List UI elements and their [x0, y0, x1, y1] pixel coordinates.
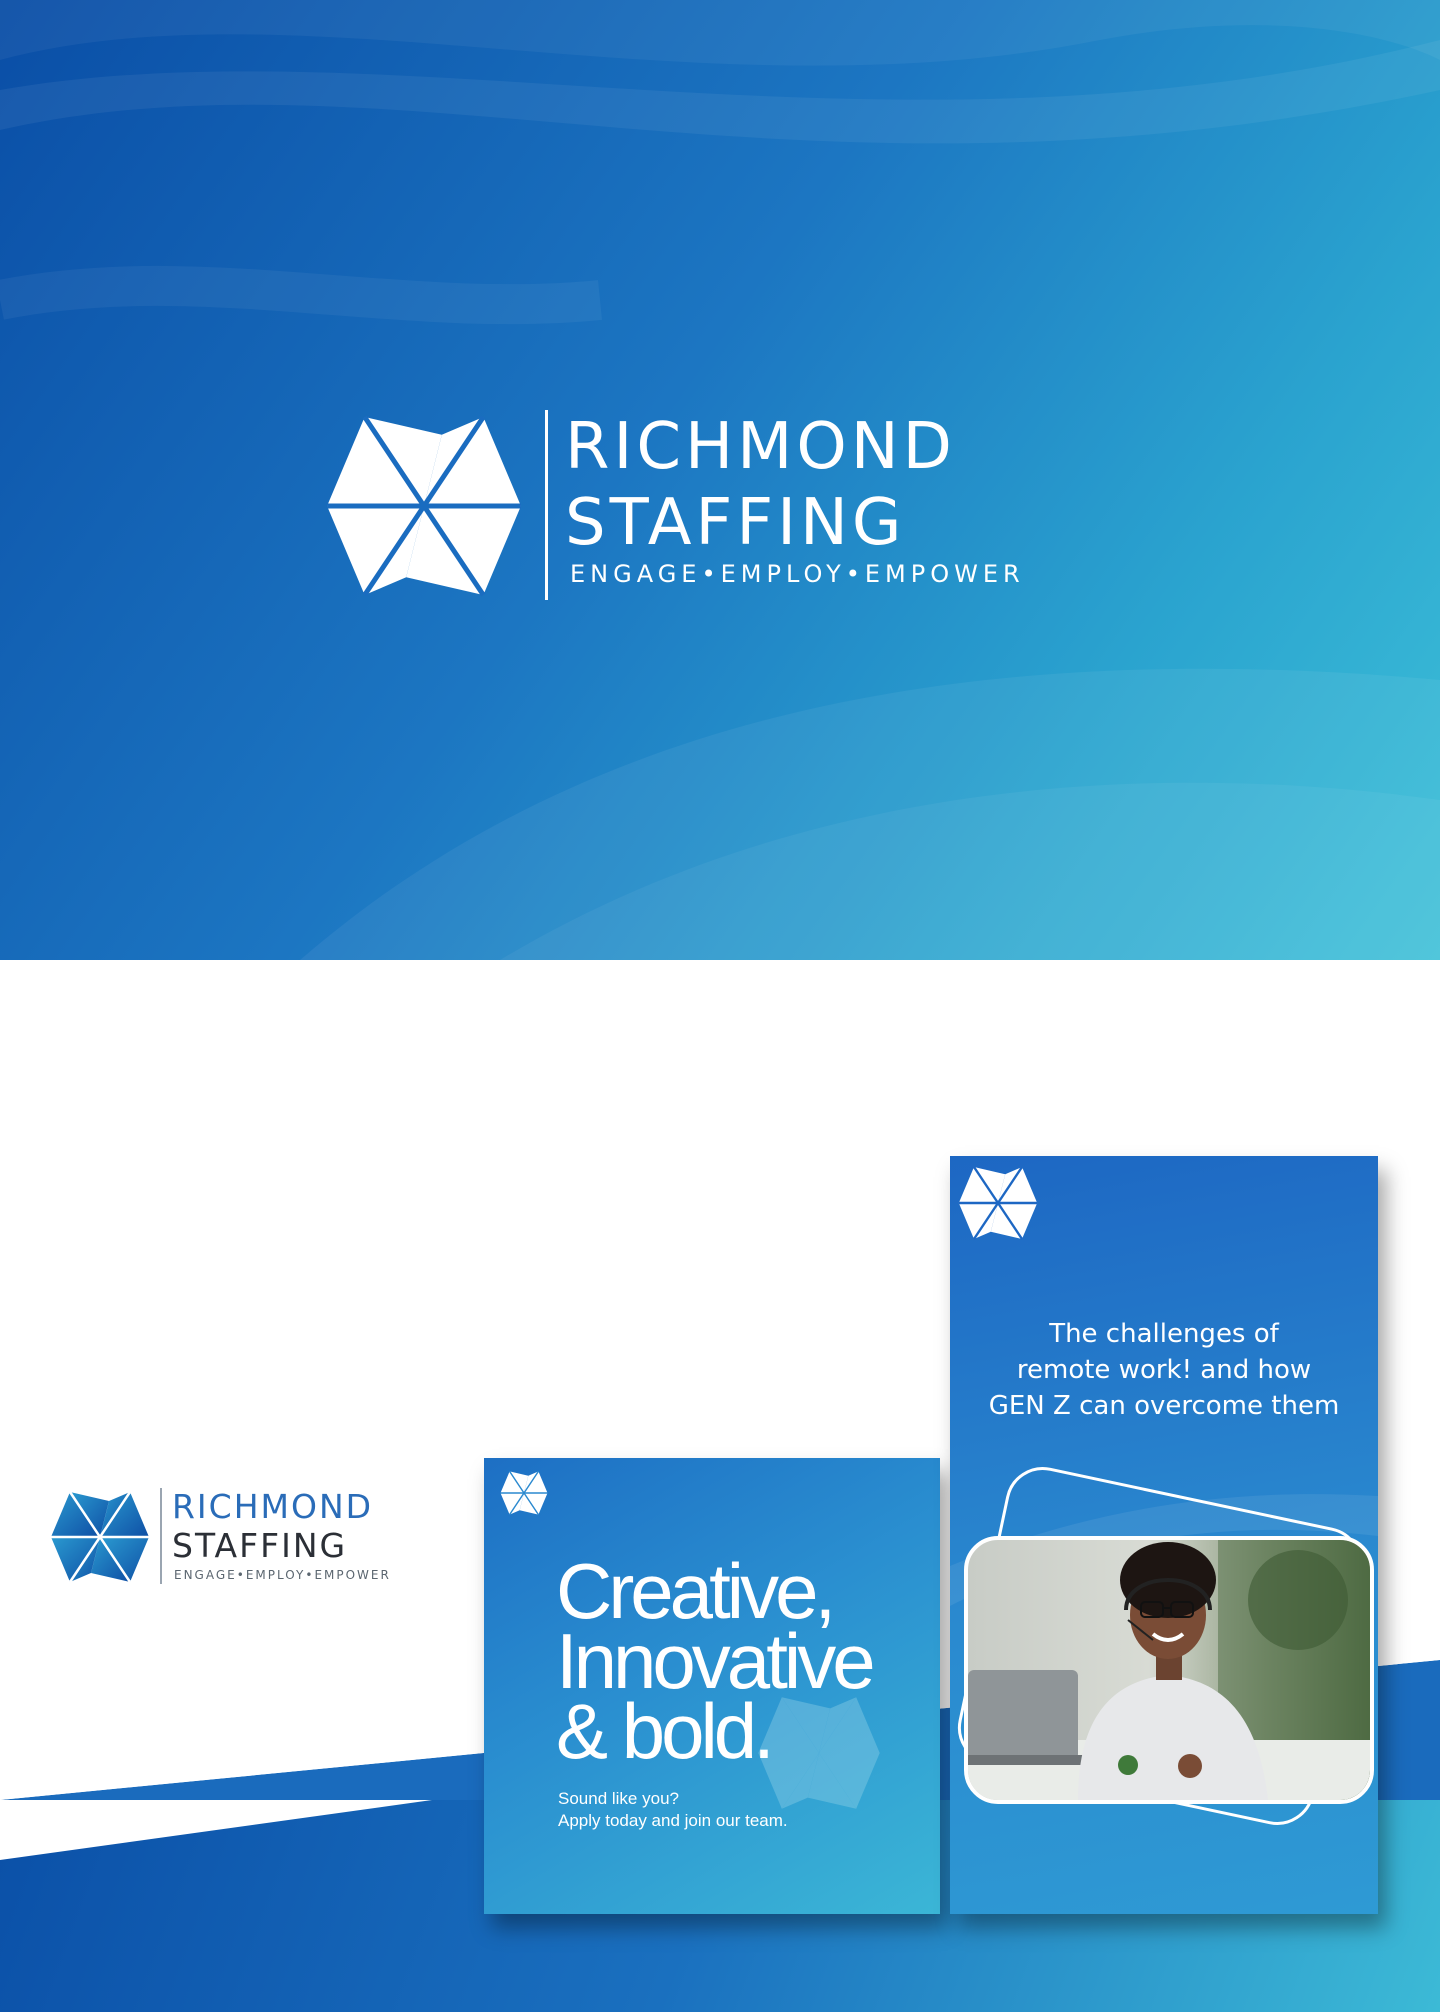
story-social-post: [950, 1156, 1378, 1914]
brand-name-line1: RICHMOND: [172, 1487, 374, 1526]
brand-name-line2: STAFFING: [172, 1526, 348, 1565]
title-line: remote work! and how: [1016, 1355, 1312, 1385]
headline-line: & bold.: [556, 1687, 771, 1775]
brand-name-line2: STAFFING: [565, 486, 906, 560]
brand-tagline: ENGAGE•EMPLOY•EMPOWER: [570, 560, 1025, 588]
square-social-post: [484, 1458, 940, 1914]
story-title: [950, 1316, 1378, 1424]
logo-divider: [160, 1488, 162, 1584]
brand-name-line1: RICHMOND: [565, 410, 956, 484]
headline-line: Creative,: [556, 1547, 833, 1635]
star-logo-icon: [500, 1470, 548, 1516]
subtext-line: Sound like you?: [558, 1789, 679, 1808]
brand-tagline: ENGAGE•EMPLOY•EMPOWER: [174, 1568, 391, 1582]
logo-divider: [545, 410, 548, 600]
photo-woman-with-headset: [964, 1536, 1374, 1804]
star-logo-icon: [325, 415, 523, 597]
hero-banner: [0, 0, 1440, 960]
title-line: GEN Z can overcome them: [988, 1391, 1340, 1421]
color-logo: [50, 1485, 470, 1590]
post-subtext: [558, 1788, 788, 1832]
headline-line: Innovative: [556, 1617, 872, 1705]
title-line: The challenges of: [1049, 1319, 1279, 1349]
post-headline: [556, 1547, 926, 1775]
star-logo-icon: [958, 1166, 1038, 1240]
hero-logo: [325, 405, 1125, 605]
photo-illustration: [968, 1540, 1370, 1800]
star-logo-icon: [50, 1490, 150, 1584]
subtext-line: Apply today and join our team.: [558, 1811, 788, 1830]
